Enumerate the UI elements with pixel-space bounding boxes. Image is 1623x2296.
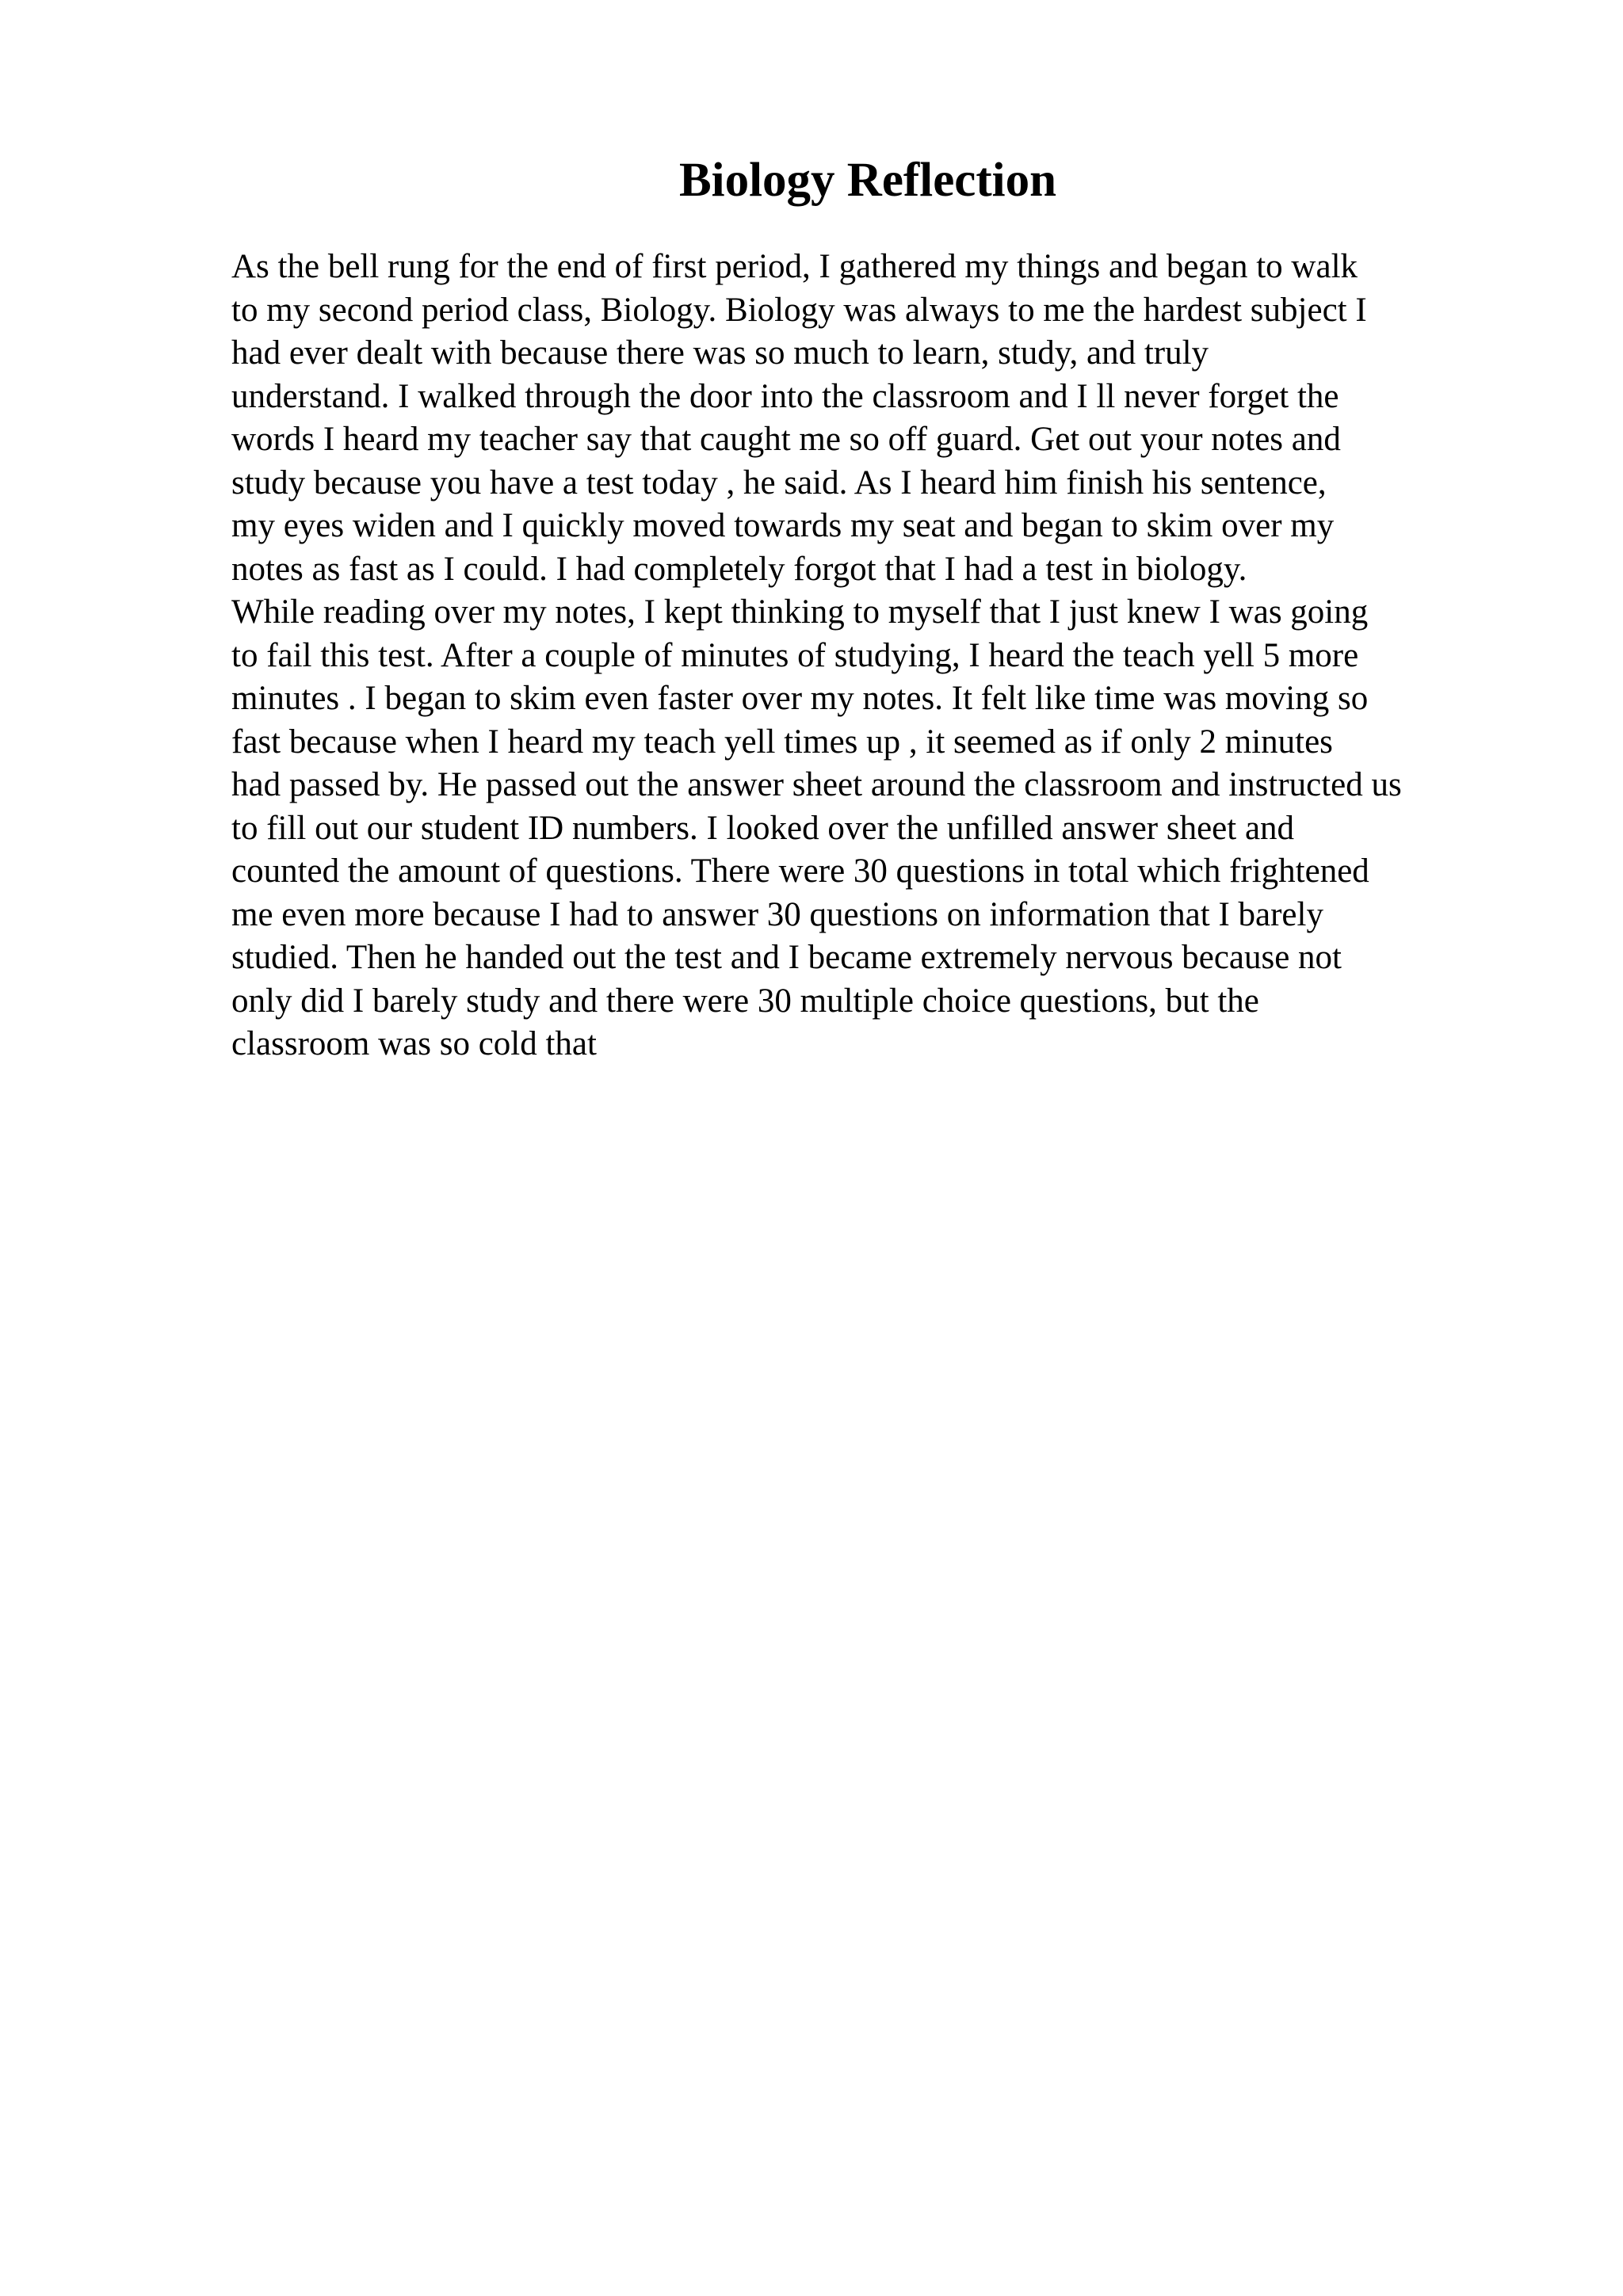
text-line: study because you have a test today , he said. As I heard him finish his sentence, <box>231 463 1327 502</box>
text-line: me even more because I had to answer 30 questions on information that I barely <box>231 895 1323 933</box>
text-line: understand. I walked through the door into the classroom and I ll never forget the <box>231 377 1339 415</box>
text-line: only did I barely study and there were 30 multiple choice questions, but the <box>231 982 1259 1020</box>
page-title: Biology Reflection <box>678 154 1057 207</box>
text-line: to fail this test. After a couple of minutes of studying, I heard the teach yell 5 more <box>231 636 1359 674</box>
text-line: to fill out our student ID numbers. I looked over the unfilled answer sheet and <box>231 809 1295 847</box>
text-line: notes as fast as I could. I had completely forgot that I had a test in biology. <box>231 550 1247 588</box>
text-line: counted the amount of questions. There were 30 questions in total which frightened <box>231 852 1369 890</box>
text-line: As the bell rung for the end of first period, I gathered my things and began to walk <box>231 248 1358 285</box>
text-line: While reading over my notes, I kept thinking to myself that I just knew I was going <box>231 593 1369 631</box>
text-line: had ever dealt with because there was so much to learn, study, and truly <box>231 334 1209 372</box>
text-line: words I heard my teacher say that caught me so off guard. Get out your notes and <box>231 421 1341 458</box>
text-line: my eyes widen and I quickly moved towards my seat and began to skim over my <box>231 507 1335 544</box>
text-line: to my second period class, Biology. Biology was always to me the hardest subject I <box>231 291 1367 329</box>
text-line: classroom was so cold that <box>231 1025 597 1062</box>
text-line: minutes . I began to skim even faster over my notes. It felt like time was moving so <box>231 680 1369 717</box>
text-line: studied. Then he handed out the test and I became extremely nervous because not <box>231 939 1342 976</box>
body-paragraph <box>231 246 1594 1066</box>
text-line: had passed by. He passed out the answer sheet around the classroom and instructed us <box>231 766 1402 803</box>
text-line: fast because when I heard my teach yell times up , it seemed as if only 2 minutes <box>231 723 1333 761</box>
